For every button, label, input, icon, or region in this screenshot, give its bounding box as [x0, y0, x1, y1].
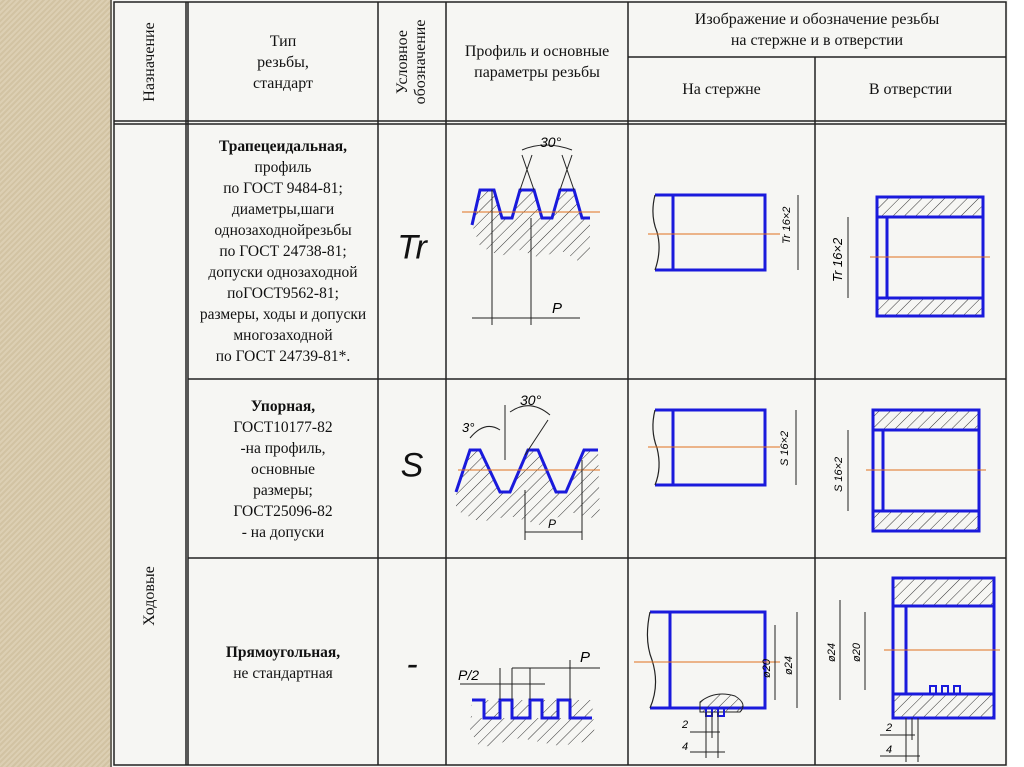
rectangular-hole-d1: ø24 [826, 643, 838, 662]
trapezoidal-line: многозаходной [233, 327, 333, 344]
rectangular-rod-d1: ø20 [761, 659, 773, 678]
rectangular-profile-drawing [458, 649, 600, 748]
purpose-value: Ходовые [141, 566, 158, 626]
buttress-hole-drawing [833, 410, 986, 531]
symbol-s: S [400, 446, 424, 485]
header-image-line1: Изображение и обозначение резьбы [694, 11, 940, 28]
buttress-line: -на профиль, [240, 439, 326, 457]
trapezoidal-line: однозаходнойрезьбы [214, 222, 352, 239]
buttress-line: - на допуски [241, 523, 325, 541]
rectangular-hole-dim-b: 4 [886, 744, 893, 756]
rectangular-pitch-label: P [580, 649, 591, 666]
header-type-line3: стандарт [253, 74, 313, 92]
trapezoidal-line: по ГОСТ 9484-81; [223, 180, 343, 197]
rectangular-half-pitch-label: P/2 [458, 667, 480, 683]
trapezoidal-line: профиль [254, 159, 312, 176]
header-profile-line2: параметры резьбы [474, 64, 600, 81]
trapezoidal-angle-label: 30° [540, 134, 562, 150]
buttress-title: Упорная, [250, 397, 316, 415]
buttress-angle2-label: 3° [462, 420, 475, 435]
buttress-hole-label: S 16×2 [833, 456, 845, 492]
trapezoidal-line: допуски однозаходной [208, 264, 358, 281]
trapezoidal-line: диаметры,шаги [231, 201, 335, 218]
header-symbol-line2: обозначение [412, 19, 429, 105]
trapezoidal-profile-drawing [462, 134, 600, 325]
trapezoidal-hole-label: Tr 16×2 [830, 237, 845, 282]
rectangular-hole-dim-a: 2 [886, 722, 893, 734]
buttress-rod-label: S 16×2 [779, 430, 791, 466]
buttress-line: основные [251, 460, 315, 478]
header-on-rod: На стержне [682, 80, 761, 98]
rectangular-title: Прямоугольная, [225, 643, 341, 661]
rectangular-rod-drawing [634, 612, 797, 758]
rectangular-rod-dim-b: 4 [682, 741, 689, 753]
rectangular-hole-drawing [826, 578, 1000, 762]
buttress-line: ГОСТ25096-82 [233, 502, 333, 520]
header-type-line2: резьбы, [257, 53, 309, 71]
rectangular-line: не стандартная [233, 664, 333, 682]
trapezoidal-line: по ГОСТ 24738-81; [219, 243, 347, 260]
header-image-line2: на стержне и в отверстии [730, 32, 904, 49]
header-type-line1: Тип [269, 32, 297, 50]
buttress-angle-label: 30° [520, 392, 542, 408]
buttress-profile-drawing [456, 392, 600, 540]
buttress-line: ГОСТ10177-82 [233, 418, 333, 436]
buttress-line: размеры; [253, 481, 313, 499]
rectangular-rod-d2: ø24 [783, 656, 795, 675]
trapezoidal-title: Трапецеидальная, [218, 138, 348, 155]
symbol-tr: Tr [397, 228, 427, 267]
header-profile-line1: Профиль и основные [464, 43, 610, 60]
trapezoidal-hole-drawing [830, 197, 990, 316]
rectangular-rod-dim-a: 2 [682, 719, 689, 731]
trapezoidal-rod-drawing [648, 195, 798, 270]
symbol-dash: - [406, 645, 418, 684]
trapezoidal-line: размеры, ходы и допуски [199, 306, 367, 323]
header-purpose: Назначение [141, 22, 158, 102]
header-in-hole: В отверстии [868, 80, 953, 98]
trapezoidal-line: по ГОСТ 24739-81*. [215, 348, 351, 365]
trapezoidal-line: поГОСТ9562-81; [227, 285, 339, 302]
trapezoidal-pitch-label: P [552, 300, 563, 317]
trapezoidal-rod-label: Tr 16×2 [781, 206, 793, 244]
rectangular-hole-d2: ø20 [851, 643, 863, 662]
header-symbol-line1: Условное [394, 30, 411, 94]
buttress-pitch-label: P [548, 517, 557, 531]
buttress-rod-drawing [648, 410, 796, 485]
